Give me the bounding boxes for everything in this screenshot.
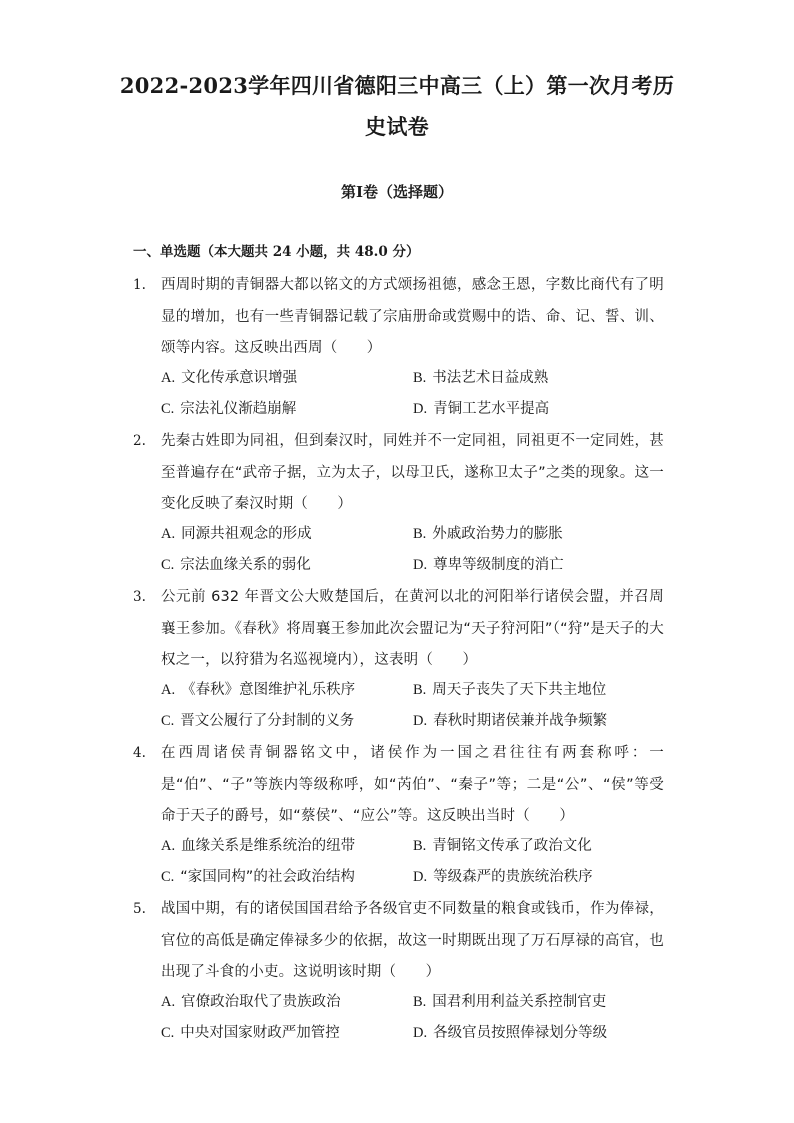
option-c bbox=[161, 394, 296, 426]
option-letter: D. bbox=[413, 401, 428, 417]
question-stem: 西周时期的青铜器大都以铭文的方式颂扬祖德，感念王恩，字数比商代有了明显的增加，也有一些青铜器记载了宗庙册命或赏赐中的诰、命、记、誓、训、颂等内容。这反映出西周（ ） bbox=[161, 277, 664, 356]
option-letter: C. bbox=[161, 401, 175, 417]
option-a bbox=[161, 675, 355, 707]
question-number: 5. bbox=[133, 901, 146, 917]
option-d bbox=[413, 550, 564, 582]
option-text: 各级官员按照俸禄划分等级 bbox=[433, 1025, 608, 1041]
option-b bbox=[413, 987, 606, 1019]
option-b bbox=[413, 831, 592, 863]
option-text: 周天子丧失了天下共主地位 bbox=[432, 682, 607, 698]
option-text: 尊卑等级制度的消亡 bbox=[433, 557, 564, 573]
question-number: 2. bbox=[133, 433, 146, 449]
option-letter: C. bbox=[161, 1025, 175, 1041]
option-text: 血缘关系是维系统治的纽带 bbox=[181, 838, 356, 854]
option-letter: B. bbox=[413, 682, 427, 698]
option-letter: A. bbox=[161, 838, 176, 854]
option-letter: C. bbox=[161, 557, 175, 573]
option-c bbox=[161, 1018, 340, 1050]
option-d bbox=[413, 1018, 607, 1050]
option-text: 文化传承意识增强 bbox=[181, 370, 298, 386]
option-text: 青铜工艺水平提高 bbox=[433, 401, 550, 417]
option-b bbox=[413, 519, 563, 551]
question-stem: 先秦古姓即为同祖，但到秦汉时，同姓并不一定同祖，同祖更不一定同姓，甚至普遍存在“武帝子据，立为太子，以母卫氏，遂称卫太子”之类的现象。这一变化反映了秦汉时期（ ） bbox=[161, 433, 664, 512]
option-letter: C. bbox=[161, 869, 175, 885]
option-letter: B. bbox=[413, 370, 427, 386]
option-c bbox=[161, 706, 354, 738]
option-a bbox=[161, 363, 297, 395]
option-text: 国君利用利益关系控制官吏 bbox=[432, 994, 607, 1010]
option-letter: A. bbox=[161, 994, 176, 1010]
option-text: 晋文公履行了分封制的义务 bbox=[180, 713, 355, 729]
option-letter: B. bbox=[413, 994, 427, 1010]
option-text: 《春秋》意图维护礼乐秩序 bbox=[181, 682, 356, 698]
option-text: 官僚政治取代了贵族政治 bbox=[181, 994, 341, 1010]
option-a bbox=[161, 519, 312, 551]
option-text: 青铜铭文传承了政治文化 bbox=[432, 838, 592, 854]
option-letter: C. bbox=[161, 713, 175, 729]
option-text: “家国同构”的社会政治结构 bbox=[180, 869, 355, 885]
option-letter: D. bbox=[413, 1025, 428, 1041]
option-letter: A. bbox=[161, 682, 176, 698]
exam-title-line-1: 2022-2023学年四川省德阳三中高三（上）第一次月考历 bbox=[119, 73, 675, 98]
question-number: 3. bbox=[133, 589, 146, 605]
option-letter: D. bbox=[413, 713, 428, 729]
option-c bbox=[161, 550, 311, 582]
option-text: 春秋时期诸侯兼并战争频繁 bbox=[433, 713, 608, 729]
volume-title: 第Ⅰ卷（选择题） bbox=[340, 183, 454, 201]
question-stem: 战国中期，有的诸侯国国君给予各级官吏不同数量的粮食或钱币，作为俸禄，官位的高低是确定俸禄多少的依据，故这一时期既出现了万石厚禄的高官，也出现了斗食的小吏。这说明该时期（ ） bbox=[161, 901, 664, 980]
question-number: 1. bbox=[133, 277, 146, 293]
option-d bbox=[413, 706, 607, 738]
option-b bbox=[413, 675, 606, 707]
option-letter: D. bbox=[413, 869, 428, 885]
option-letter: B. bbox=[413, 526, 427, 542]
option-letter: B. bbox=[413, 838, 427, 854]
question-stem: 在西周诸侯青铜器铭文中，诸侯作为一国之君往往有两套称呼：一是“伯”、“子”等族内等级称呼，如“芮伯”、“秦子”等；二是“公”、“侯”等受命于天子的爵号，如“蔡侯”、“应公”等。这反映出当时（ ） bbox=[161, 745, 664, 824]
option-letter: A. bbox=[161, 370, 176, 386]
option-text: 宗法血缘关系的弱化 bbox=[180, 557, 311, 573]
option-c bbox=[161, 862, 355, 894]
option-text: 书法艺术日益成熟 bbox=[432, 370, 549, 386]
exam-title-line-2: 史试卷 bbox=[365, 114, 429, 139]
question-stem: 公元前 632 年晋文公大败楚国后，在黄河以北的河阳举行诸侯会盟，并召周襄王参加。《春秋》将周襄王参加此次会盟记为“天子狩河阳”（“狩”是天子的大权之一，以狩猎为名巡视境内），这表明（ ） bbox=[161, 589, 664, 668]
option-text: 中央对国家财政严加管控 bbox=[180, 1025, 340, 1041]
option-letter: A. bbox=[161, 526, 176, 542]
option-a bbox=[161, 987, 341, 1019]
option-letter: D. bbox=[413, 557, 428, 573]
option-text: 同源共祖观念的形成 bbox=[181, 526, 312, 542]
option-d bbox=[413, 394, 549, 426]
option-a bbox=[161, 831, 355, 863]
option-b bbox=[413, 363, 548, 395]
option-d bbox=[413, 862, 593, 894]
part-heading: 一、单选题（本大题共 24 小题，共 48.0 分） bbox=[133, 244, 420, 260]
question-number: 4. bbox=[133, 745, 146, 761]
option-text: 等级森严的贵族统治秩序 bbox=[433, 869, 593, 885]
option-text: 外戚政治势力的膨胀 bbox=[432, 526, 563, 542]
option-text: 宗法礼仪渐趋崩解 bbox=[180, 401, 297, 417]
